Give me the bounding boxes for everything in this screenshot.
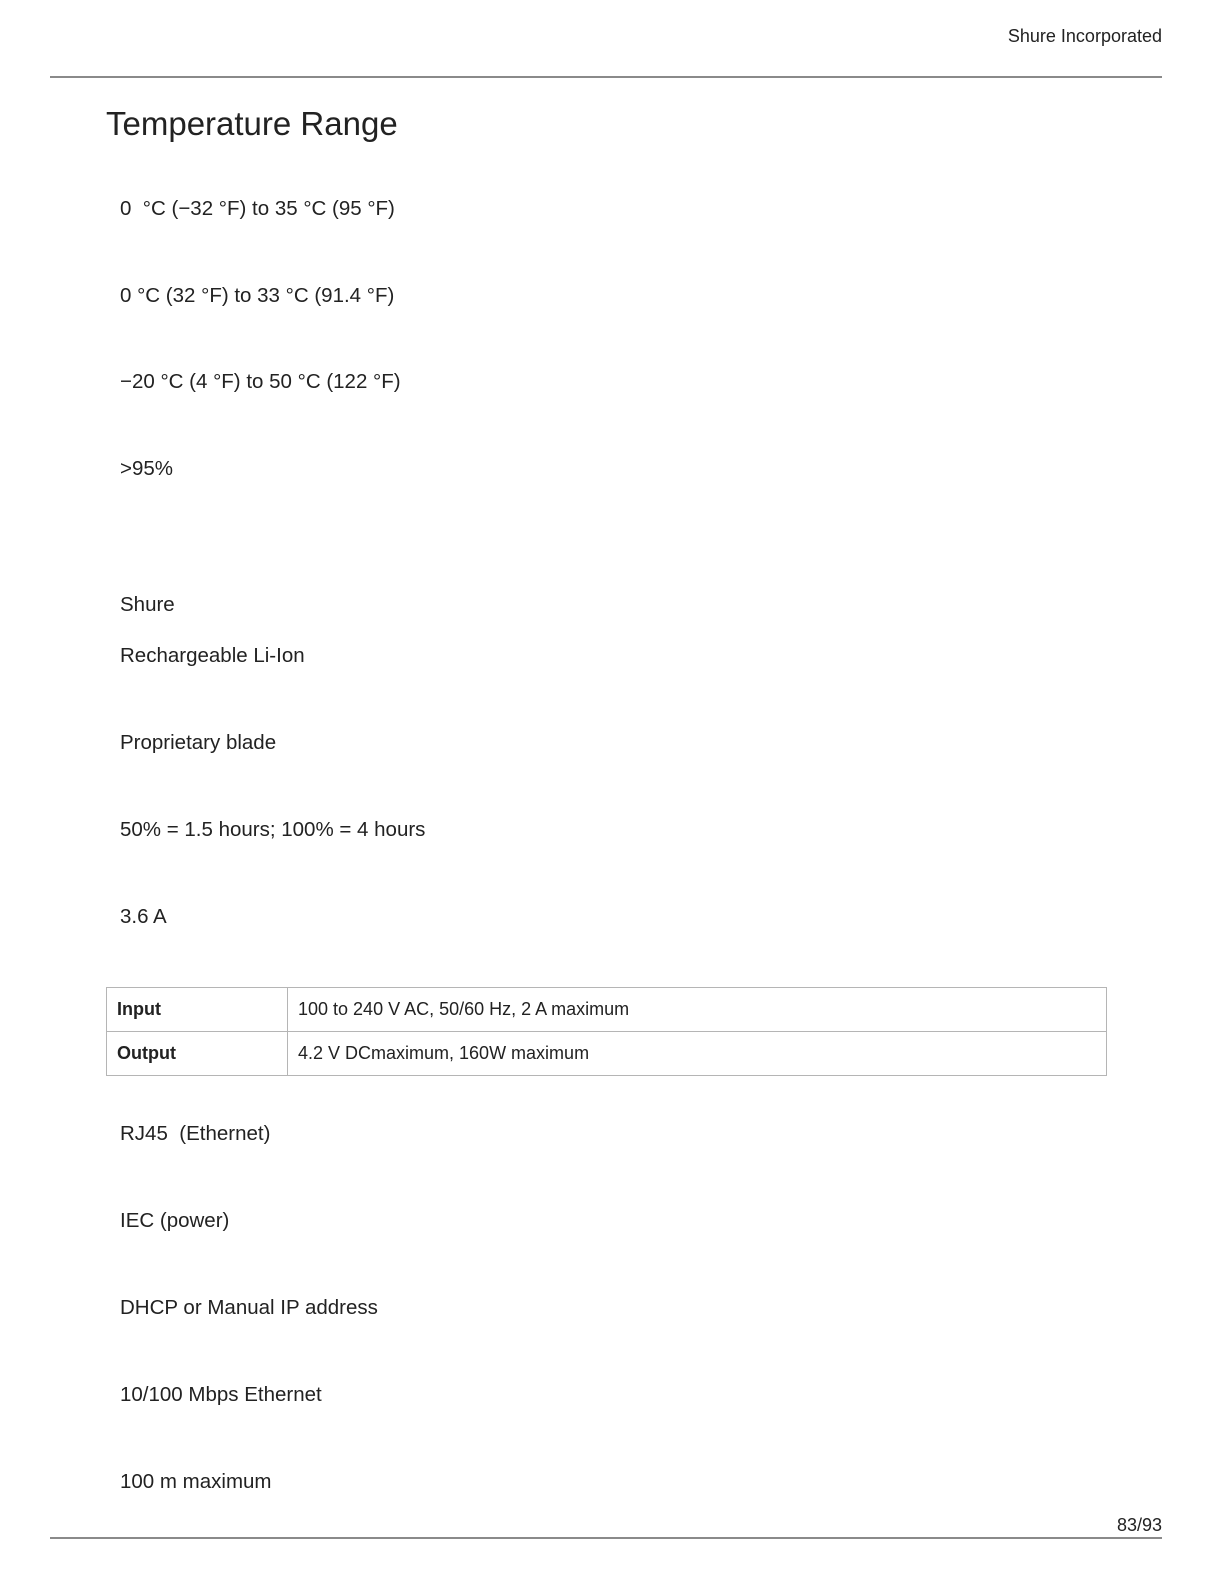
spec-humidity: >95% <box>120 457 174 480</box>
spec-power-connector: IEC (power) <box>120 1209 230 1232</box>
table-cell-label: Output <box>107 1032 288 1076</box>
spec-charge-current: 3.6 A <box>120 905 167 928</box>
spec-battery-type: Rechargeable Li-Ion <box>120 644 305 667</box>
table-cell-label: Input <box>107 988 288 1032</box>
spec-battery-connector: Proprietary blade <box>120 731 277 754</box>
spec-network-interface: 10/100 Mbps Ethernet <box>120 1383 322 1406</box>
table-row <box>107 1032 1107 1076</box>
spec-network-addressing: DHCP or Manual IP address <box>120 1296 378 1319</box>
power-supply-table <box>106 987 1107 1076</box>
spec-battery-brand: Shure <box>120 593 175 616</box>
spec-cable-length: 100 m maximum <box>120 1470 272 1493</box>
page-number: 83/93 <box>1116 1515 1162 1535</box>
footer-divider <box>50 1537 1162 1539</box>
page-title: Temperature Range <box>106 105 398 142</box>
spec-operating-temperature: 0 °C (−32 °F) to 35 °C (95 °F) <box>120 197 395 220</box>
table-cell-value: 4.2 V DCmaximum, 160W maximum <box>288 1032 1107 1076</box>
spec-storage-temperature: −20 °C (4 °F) to 50 °C (122 °F) <box>120 370 401 393</box>
table-cell-value: 100 to 240 V AC, 50/60 Hz, 2 A maximum <box>288 988 1107 1032</box>
header-company-name: Shure Incorporated <box>1007 26 1162 46</box>
spec-charge-time: 50% = 1.5 hours; 100% = 4 hours <box>120 818 426 841</box>
spec-network-connector: RJ45 (Ethernet) <box>120 1122 271 1145</box>
header-divider <box>50 76 1162 78</box>
spec-charging-temperature: 0 °C (32 °F) to 33 °C (91.4 °F) <box>120 284 395 307</box>
table-row <box>107 988 1107 1032</box>
